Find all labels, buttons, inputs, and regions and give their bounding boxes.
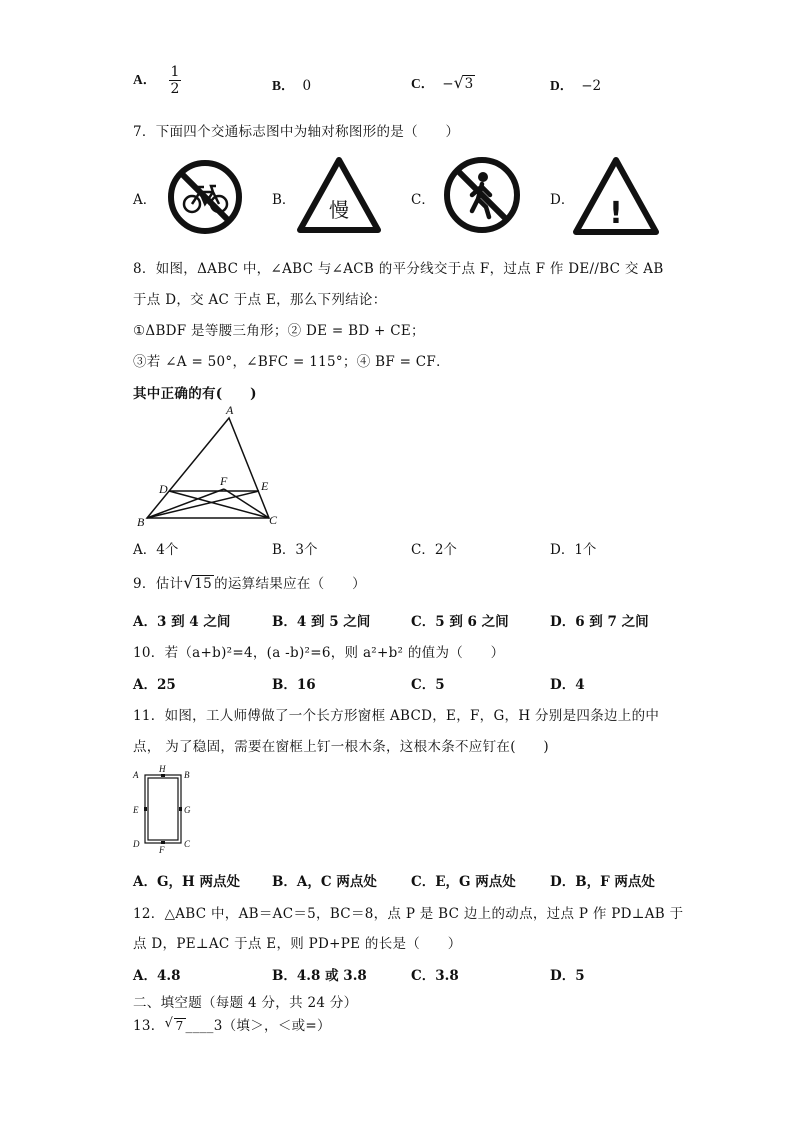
numerator: 1 (170, 64, 180, 80)
radical-sign: √ (164, 1016, 174, 1031)
q7-stem: 7．下面四个交通标志图中为轴对称图形的是（ ） (133, 124, 460, 140)
q11-option-a: A．G，H 两点处 (133, 874, 240, 890)
label-d: D (159, 482, 168, 496)
q9-stem (133, 572, 366, 592)
q8-line-2: 于点 D，交 AC 于点 E，那么下列结论： (133, 292, 387, 308)
sqrt-expression (183, 573, 214, 592)
q9-stem-pre: 9．估计 (133, 576, 184, 592)
q8-line-4: ③若 ∠A = 50°，∠BFC = 115°；④ BF = CF． (133, 354, 450, 370)
q8-line-1: 8．如图，ΔABC 中，∠ABC 与∠ACB 的平分线交于点 F，过点 F 作 DE//BC 交 AB (133, 261, 664, 277)
q11-option-d: D．B，F 两点处 (550, 874, 655, 890)
option-letter: B． (272, 78, 295, 93)
q13-blank-and-hint: ____3（填＞，＜或=） (185, 1018, 331, 1034)
radicand: 7 (175, 1019, 184, 1033)
sign-d-character: ! (609, 196, 623, 231)
q7-letter-a: A． (133, 192, 157, 208)
minus-sign: − (442, 76, 454, 92)
q11-window-frame-figure (131, 764, 197, 854)
q11-line-1: 11．如图，工人师傅做了一个长方形窗框 ABCD，E，F，G，H 分别是四条边上的中 (133, 708, 660, 724)
q13-number: 13． (133, 1018, 165, 1034)
radicand: 15 (194, 576, 213, 592)
option-text: 0 (302, 78, 312, 94)
q12-option-b: B．4.8 或 3.8 (272, 968, 367, 984)
sqrt-expression (164, 1016, 186, 1033)
section-2-title: 二、填空题（每题 4 分，共 24 分） (133, 995, 358, 1011)
sign-b-character: 慢 (329, 198, 349, 222)
label-b: B (184, 770, 190, 780)
radicand: 3 (464, 76, 474, 92)
q11-option-b: B．A，C 两点处 (272, 874, 377, 890)
q8-option-a: A．4个 (133, 542, 179, 558)
q8-line-5: 其中正确的有( ) (133, 386, 257, 402)
slow-warning-sign-icon (296, 155, 382, 235)
label-a: A (226, 403, 234, 417)
q12-option-d: D．5 (550, 968, 585, 984)
q6-option-b (272, 74, 311, 94)
label-g: G (184, 805, 191, 815)
q13-stem (133, 1014, 331, 1034)
no-pedestrian-sign-icon (442, 155, 522, 235)
q8-line-3: ①ΔBDF 是等腰三角形；② DE = BD + CE； (133, 323, 425, 339)
label-f: F (220, 474, 228, 488)
q12-option-a: A．4.8 (133, 968, 181, 984)
label-c: C (269, 513, 278, 527)
label-f: F (159, 845, 165, 854)
no-bicycle-sign-icon (166, 158, 244, 236)
label-h: H (159, 764, 166, 774)
option-text: −2 (581, 78, 602, 94)
q6-option-a (133, 64, 181, 97)
caution-warning-sign-icon (572, 155, 660, 237)
q9-option-d: D．6 到 7 之间 (550, 614, 649, 630)
q10-option-a: A．25 (133, 677, 176, 693)
radical-sign: √ (183, 573, 194, 592)
q9-option-a: A．3 到 4 之间 (133, 614, 231, 630)
q9-stem-post: 的运算结果应在（ ） (214, 576, 366, 592)
option-letter: C． (411, 76, 435, 91)
q9-option-c: C．5 到 6 之间 (411, 614, 509, 630)
q11-option-c: C．E，G 两点处 (411, 874, 516, 890)
label-a: A (133, 770, 139, 780)
q8-triangle-figure (133, 400, 293, 530)
label-c: C (184, 839, 191, 849)
q6-option-c (411, 72, 475, 92)
q6-option-d (550, 74, 601, 94)
q10-option-b: B．16 (272, 677, 316, 693)
q7-letter-b: B． (272, 192, 296, 208)
label-e: E (261, 479, 269, 493)
label-d: D (133, 839, 140, 849)
q12-line-2: 点 D，PE⊥AC 于点 E，则 PD+PE 的长是（ ） (133, 936, 462, 952)
label-b: B (137, 515, 145, 529)
radical-sign: √ (453, 73, 464, 92)
option-letter: D． (550, 78, 574, 93)
q8-option-b: B．3个 (272, 542, 318, 558)
q8-option-d: D．1个 (550, 542, 597, 558)
q11-line-2: 点， 为了稳固，需要在窗框上钉一根木条，这根木条不应钉在( ) (133, 739, 549, 755)
label-e: E (133, 805, 139, 815)
q9-option-b: B．4 到 5 之间 (272, 614, 371, 630)
fraction (169, 64, 182, 97)
denominator: 2 (170, 81, 180, 97)
q10-option-c: C．5 (411, 677, 445, 693)
q7-letter-d: D． (550, 192, 575, 208)
q12-option-c: C．3.8 (411, 968, 459, 984)
q8-option-c: C．2个 (411, 542, 457, 558)
q7-letter-c: C． (411, 192, 435, 208)
sqrt-expression (453, 73, 476, 92)
q10-option-d: D．4 (550, 677, 585, 693)
q10-stem: 10．若（a+b)²=4，(a -b)²=6，则 a²+b² 的值为（ ） (133, 645, 505, 661)
q12-line-1: 12．△ABC 中，AB＝AC＝5，BC＝8，点 P 是 BC 边上的动点，过点 P 作 PD⊥AB 于 (133, 906, 684, 922)
option-letter: A． (133, 72, 157, 87)
